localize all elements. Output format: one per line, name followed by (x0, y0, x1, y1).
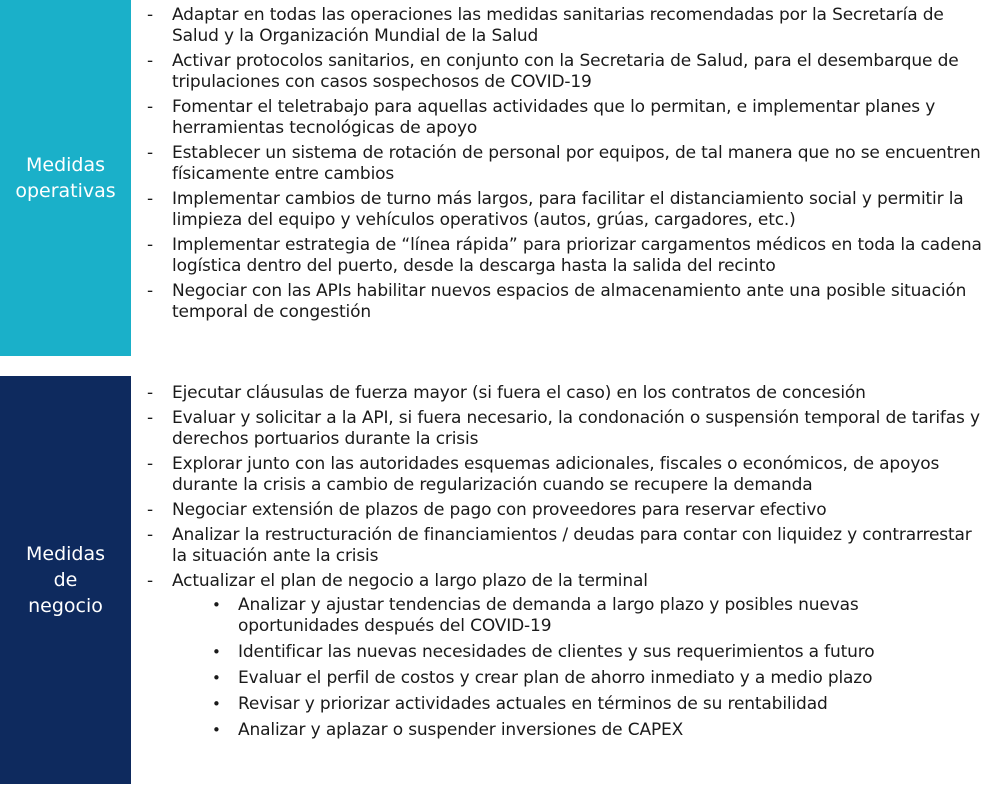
negocio-label-line1: Medidas (25, 543, 106, 565)
sub-list-item (211, 668, 984, 689)
list-item-text: Establecer un sistema de rotación de personal por equipos, de tal manera que no se encuentren físicamente entre cambios (172, 143, 981, 184)
list-item (145, 51, 984, 93)
list-item (145, 235, 984, 277)
negocio-list (145, 383, 984, 741)
sub-list-item (211, 642, 984, 663)
negocio-label-band (0, 376, 131, 784)
list-item-text: Activar protocolos sanitarios, en conjunto con la Secretaria de Salud, para el desembarque de tripulaciones con casos sospechosos de COVID-19 (172, 51, 959, 92)
negocio-label-line2: de (53, 569, 78, 591)
bullet-marker: • (212, 643, 221, 661)
list-item-text: Evaluar y solicitar a la API, si fuera necesario, la condonación o suspensión temporal de tarifas y derechos portuarios durante la crisis (172, 408, 980, 449)
sub-list-item-text: Revisar y priorizar actividades actuales en términos de su rentabilidad (238, 694, 828, 714)
sub-list-item (211, 720, 984, 741)
bullet-marker: • (212, 695, 221, 713)
operativas-content (145, 5, 984, 327)
dash-marker: - (147, 281, 153, 301)
list-item-text: Negociar extensión de plazos de pago con proveedores para reservar efectivo (172, 500, 827, 520)
dash-marker: - (147, 383, 153, 403)
dash-marker: - (147, 235, 153, 255)
list-item (145, 143, 984, 185)
dash-marker: - (147, 408, 153, 428)
dash-marker: - (147, 454, 153, 474)
sub-list-item-text: Evaluar el perfil de costos y crear plan de ahorro inmediato y a medio plazo (238, 668, 873, 688)
list-item (145, 500, 984, 521)
bullet-marker: • (212, 721, 221, 739)
list-item-text: Adaptar en todas las operaciones las medidas sanitarias recomendadas por la Secretaría de Salud y la Organización Mundial de la Salud (172, 5, 944, 46)
operativas-label-line2: operativas (15, 180, 116, 202)
dash-marker: - (147, 97, 153, 117)
list-item-text: Implementar estrategia de “línea rápida” para priorizar cargamentos médicos en toda la cadena logística dentro del puerto, desde la descarga hasta la salida del recinto (172, 235, 982, 276)
list-item (145, 97, 984, 139)
list-item-text: Actualizar el plan de negocio a largo plazo de la terminal (172, 571, 648, 591)
list-item (145, 525, 984, 567)
list-item-text: Implementar cambios de turno más largos, para facilitar el distanciamiento social y permitir la limpieza del equipo y vehículos operativos (autos, grúas, cargadores, etc.) (172, 189, 964, 230)
sub-list-item (211, 694, 984, 715)
sub-list-item-text: Analizar y aplazar o suspender inversiones de CAPEX (238, 720, 684, 740)
dash-marker: - (147, 143, 153, 163)
bullet-marker: • (212, 669, 221, 687)
bullet-marker: • (212, 596, 221, 614)
list-item (145, 189, 984, 231)
list-item (145, 5, 984, 47)
list-item (145, 454, 984, 496)
dash-marker: - (147, 51, 153, 71)
list-item (145, 408, 984, 450)
list-item-text: Explorar junto con las autoridades esquemas adicionales, fiscales o económicos, de apoyos durante la crisis a cambio de regularización cuando se recupere la demanda (172, 454, 940, 495)
operativas-label-band (0, 0, 131, 356)
dash-marker: - (147, 525, 153, 545)
dash-marker: - (147, 189, 153, 209)
list-item (145, 281, 984, 323)
negocio-label-line3: negocio (28, 595, 103, 617)
list-item (145, 383, 984, 404)
list-item-text: Negociar con las APIs habilitar nuevos espacios de almacenamiento ante una posible situación temporal de congestión (172, 281, 967, 322)
list-item-text: Ejecutar cláusulas de fuerza mayor (si fuera el caso) en los contratos de concesión (172, 383, 866, 403)
dash-marker: - (147, 571, 153, 591)
operativas-list (145, 5, 984, 323)
dash-marker: - (147, 500, 153, 520)
negocio-content (145, 383, 984, 746)
dash-marker: - (147, 5, 153, 25)
sub-list-item-text: Identificar las nuevas necesidades de clientes y sus requerimientos a futuro (238, 642, 875, 662)
sub-list-item-text: Analizar y ajustar tendencias de demanda a largo plazo y posibles nuevas oportunidades después del COVID-19 (238, 595, 859, 636)
negocio-section (0, 376, 992, 784)
operativas-label-line1: Medidas (25, 154, 106, 176)
negocio-sublist (211, 595, 984, 741)
operativas-section (0, 0, 992, 356)
list-item-text: Fomentar el teletrabajo para aquellas actividades que lo permitan, e implementar planes y herramientas tecnológicas de apoyo (172, 97, 936, 138)
sub-list-item (211, 595, 984, 637)
list-item (145, 571, 984, 741)
list-item-text: Analizar la restructuración de financiamientos / deudas para contar con liquidez y contrarrestar la situación ante la crisis (172, 525, 972, 566)
